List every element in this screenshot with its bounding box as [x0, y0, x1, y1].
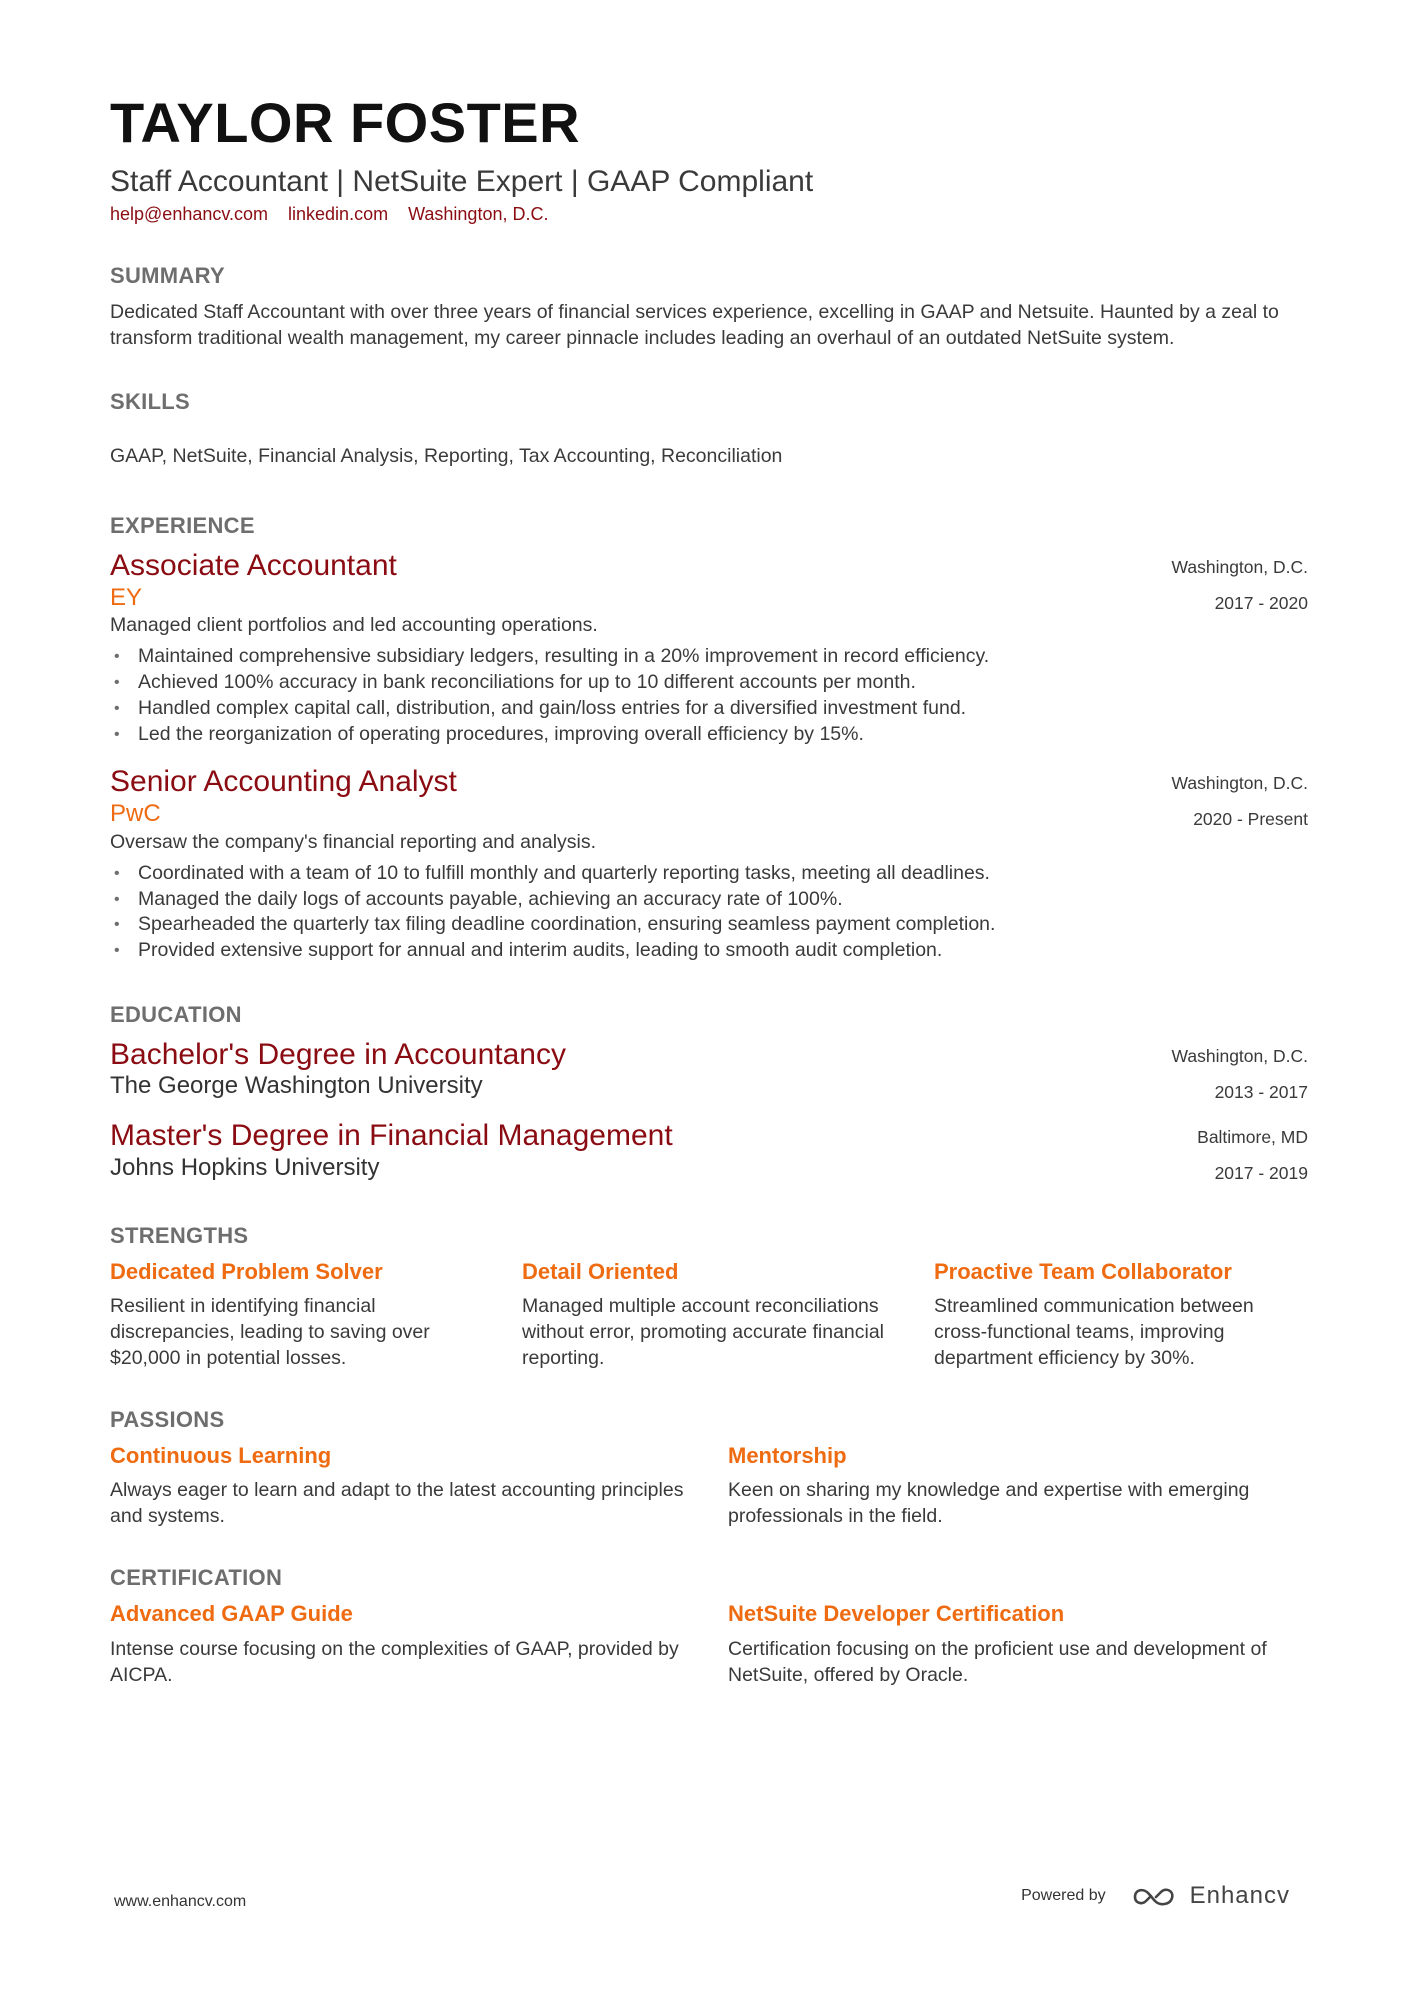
experience-title: EXPERIENCE	[110, 513, 255, 538]
email-link[interactable]: help@enhancv.com	[110, 204, 269, 224]
candidate-name: TAYLOR FOSTER	[110, 91, 581, 154]
bullet-item	[110, 938, 1308, 964]
strength-item	[110, 1259, 522, 1371]
bullet-item	[110, 861, 1308, 887]
passion-title: Continuous Learning	[110, 1442, 332, 1468]
job-meta	[1172, 765, 1309, 837]
skills-title: SKILLS	[110, 389, 191, 414]
bullet-dot-icon: •	[114, 648, 120, 666]
passion-text: Keen on sharing my knowledge and expertise with emerging professionals in the field.	[728, 1479, 1250, 1528]
education-meta	[1197, 1119, 1308, 1191]
job-bullets	[110, 644, 1308, 747]
bullet-text: Coordinated with a team of 10 to fulfill monthly and quarterly reporting tasks, meeting all deadlines.	[138, 861, 990, 884]
job-description: Oversaw the company's financial reporting and analysis.	[110, 830, 597, 853]
passions-title: PASSIONS	[110, 1406, 225, 1432]
contact-row	[110, 204, 1308, 225]
passion-title: Mentorship	[728, 1442, 847, 1468]
bullet-item	[110, 722, 1308, 748]
education-entry	[110, 1119, 1308, 1182]
experience-entry	[110, 765, 1308, 963]
job-description: Managed client portfolios and led accounting operations.	[110, 614, 598, 637]
summary-title: SUMMARY	[110, 263, 225, 288]
strength-title: Dedicated Problem Solver	[110, 1258, 383, 1284]
bullet-item	[110, 912, 1308, 938]
job-bullets	[110, 861, 1308, 964]
skills-text: GAAP, NetSuite, Financial Analysis, Reporting, Tax Accounting, Reconciliation	[110, 445, 783, 467]
certification-text: Intense course focusing on the complexities of GAAP, provided by AICPA.	[110, 1637, 679, 1686]
certification-name: NetSuite Developer Certification	[728, 1601, 1065, 1627]
strength-text: Resilient in identifying financial discrepancies, leading to saving over $20,000 in potential losses.	[110, 1294, 430, 1369]
bullet-dot-icon: •	[114, 699, 120, 717]
education-dates: 2017 - 2019	[1214, 1163, 1308, 1184]
bullet-dot-icon: •	[114, 890, 120, 908]
certification-item	[110, 1601, 728, 1687]
certification-item	[728, 1601, 1308, 1687]
strength-text: Managed multiple account reconciliations without error, promoting accurate financial reporting.	[522, 1294, 885, 1369]
bullet-text: Handled complex capital call, distribution, and gain/loss entries for a diversified investment fund.	[138, 696, 967, 719]
certification-name: Advanced GAAP Guide	[110, 1601, 353, 1627]
bullet-dot-icon: •	[114, 942, 120, 960]
passion-item	[110, 1443, 728, 1529]
powered-by-text: Powered by	[1021, 1887, 1106, 1904]
bullet-item	[110, 696, 1308, 722]
strength-item	[522, 1259, 934, 1371]
enhancv-logo-icon	[1132, 1884, 1178, 1908]
bullet-item	[110, 670, 1308, 696]
degree-title: Master's Degree in Financial Management	[110, 1119, 673, 1153]
company-name: PwC	[110, 799, 161, 827]
resume-page	[110, 91, 1308, 1688]
strength-item	[934, 1259, 1308, 1371]
certification-title: CERTIFICATION	[110, 1565, 283, 1591]
strengths-grid	[110, 1259, 1308, 1371]
strengths-title: STRENGTHS	[110, 1222, 249, 1248]
strength-text: Streamlined communication between cross-functional teams, improving department efficiency by 30%.	[934, 1294, 1254, 1369]
passion-text: Always eager to learn and adapt to the latest accounting principles and systems.	[110, 1479, 684, 1528]
job-title: Associate Accountant	[110, 549, 397, 582]
job-title: Senior Accounting Analyst	[110, 765, 457, 799]
passion-item	[728, 1443, 1308, 1529]
education-location: Washington, D.C.	[1171, 1045, 1308, 1066]
strength-title: Proactive Team Collaborator	[934, 1258, 1232, 1284]
company-name: EY	[110, 583, 143, 611]
summary-text: Dedicated Staff Accountant with over three years of financial services experience, excelling in GAAP and Netsuite. Haunted by a zeal to transform traditional wealth management, my career pinnacle includes leading an overhaul of an outdated NetSuite system.	[110, 301, 1279, 349]
education-entry	[110, 1038, 1308, 1101]
education-title: EDUCATION	[110, 1001, 242, 1027]
degree-title: Bachelor's Degree in Accountancy	[110, 1037, 566, 1071]
job-meta	[1172, 549, 1309, 621]
strength-title: Detail Oriented	[522, 1258, 679, 1284]
job-dates: 2020 - Present	[1193, 809, 1308, 830]
bullet-dot-icon: •	[114, 916, 120, 934]
bullet-text: Maintained comprehensive subsidiary ledgers, resulting in a 20% improvement in record efficiency.	[138, 645, 990, 668]
certification-grid	[110, 1601, 1308, 1687]
school-name: The George Washington University	[110, 1072, 483, 1100]
bullet-text: Led the reorganization of operating procedures, improving overall efficiency by 15%.	[138, 722, 864, 745]
certification-text: Certification focusing on the proficient use and development of NetSuite, offered by Oracle.	[728, 1637, 1267, 1686]
bullet-text: Achieved 100% accuracy in bank reconciliations for up to 10 different accounts per month.	[138, 671, 916, 694]
job-location: Washington, D.C.	[1171, 773, 1308, 794]
experience-entry	[110, 549, 1308, 747]
education-dates: 2013 - 2017	[1214, 1081, 1308, 1102]
location-text: Washington, D.C.	[408, 204, 549, 224]
headline: Staff Accountant | NetSuite Expert | GAAP Compliant	[110, 165, 814, 198]
bullet-item	[110, 887, 1308, 913]
education-meta	[1172, 1038, 1309, 1110]
footer-branding	[1021, 1882, 1290, 1910]
education-location: Baltimore, MD	[1197, 1127, 1308, 1148]
passions-grid	[110, 1443, 1308, 1529]
brand-link[interactable]	[1132, 1882, 1290, 1910]
brand-name: Enhancv	[1189, 1882, 1290, 1909]
job-dates: 2017 - 2020	[1214, 593, 1308, 613]
bullet-item	[110, 644, 1308, 670]
bullet-dot-icon: •	[114, 864, 120, 882]
school-name: Johns Hopkins University	[110, 1153, 380, 1181]
bullet-dot-icon: •	[114, 725, 120, 743]
bullet-dot-icon: •	[114, 674, 120, 692]
job-location: Washington, D.C.	[1171, 557, 1308, 577]
linkedin-link[interactable]: linkedin.com	[288, 204, 389, 224]
footer-website[interactable]: www.enhancv.com	[114, 1893, 247, 1910]
bullet-text: Provided extensive support for annual and interim audits, leading to smooth audit completion.	[138, 939, 943, 962]
bullet-text: Spearheaded the quarterly tax filing deadline coordination, ensuring seamless payment completion.	[138, 913, 996, 936]
bullet-text: Managed the daily logs of accounts payable, achieving an accuracy rate of 100%.	[138, 887, 843, 910]
